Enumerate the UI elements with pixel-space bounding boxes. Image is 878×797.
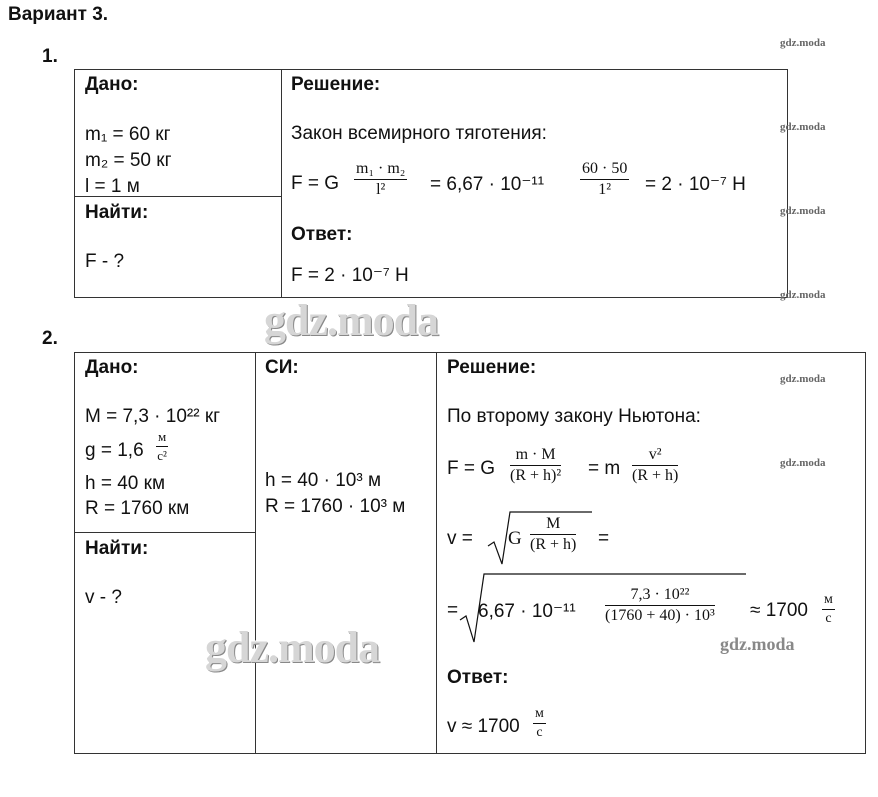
frac-denominator: l² (376, 181, 386, 198)
problem2-si-header: СИ: (265, 357, 299, 378)
problem2-solution-header: Решение: (447, 357, 537, 378)
watermark-small: gdz.moda (780, 121, 826, 133)
given-line: m₁ = 60 кг (85, 124, 171, 145)
problem2-si-R: R = 1760 · 10³ м (265, 496, 406, 517)
problem2-given-header: Дано: (85, 357, 139, 378)
problem1-answer: F = 2 · 10⁻⁷ Н (291, 265, 409, 286)
frac-numerator: M (530, 515, 576, 535)
problem2-eq1-frac1 (510, 446, 561, 485)
watermark-small: gdz.moda (780, 205, 826, 217)
page-title: Вариант 3. (8, 4, 109, 25)
frac-denominator: (1760 + 40) · 10³ (605, 607, 715, 624)
problem2-eq1-frac2 (632, 446, 678, 485)
given-line: l = 1 м (85, 176, 140, 197)
problem2-eq3-frac (605, 586, 715, 625)
watermark-large: gdz.moda (264, 296, 439, 345)
problem1-formula-mid: = 6,67 · 10⁻¹¹ (430, 174, 545, 195)
problem2-divider-left (255, 352, 256, 754)
problem2-find: v - ? (85, 587, 122, 608)
problem2-eq2-inner: G (508, 528, 522, 549)
problem1-given-list (85, 122, 172, 200)
watermark-medium: gdz.moda (720, 634, 795, 654)
problem2-answer-header: Ответ: (447, 667, 509, 688)
frac-denominator: с² (157, 448, 167, 463)
watermark-large: gdz.moda (205, 623, 380, 672)
problem2-answer: v ≈ 1700 (447, 716, 520, 737)
frac-numerator: м (156, 429, 168, 447)
problem2-given-R: R = 1760 км (85, 498, 190, 519)
problem1-find-header: Найти: (85, 202, 149, 223)
problem2-law: По второму закону Ньютона: (447, 406, 701, 427)
frac-numerator: m₁ · m₂ (354, 160, 407, 180)
watermark-small: gdz.moda (780, 289, 826, 301)
problem1-number: 1. (42, 46, 58, 67)
problem2-eq3-inner: 6,67 · 10⁻¹¹ (478, 601, 576, 622)
given-line: m₂ = 50 кг (85, 150, 172, 171)
problem2-given-h: h = 40 км (85, 473, 166, 494)
problem1-answer-header: Ответ: (291, 224, 353, 245)
frac-numerator: v² (632, 446, 678, 466)
problem2-eq1-mid: = m (588, 458, 621, 479)
frac-denominator: с (825, 611, 832, 626)
problem2-eq3-lhs: = (447, 600, 459, 621)
frac-denominator: (R + h)² (510, 467, 562, 484)
problem2-eq2-tail: = (598, 528, 610, 549)
frac-numerator: м (822, 592, 835, 610)
problem2-eq3-result: ≈ 1700 (750, 600, 808, 621)
problem1-find: F - ? (85, 251, 125, 272)
frac-numerator: 60 · 50 (580, 160, 629, 180)
frac-numerator: м (533, 706, 546, 724)
problem2-answer-unit (533, 706, 546, 741)
watermark-small: gdz.moda (780, 373, 826, 385)
problem2-si-h: h = 40 · 10³ м (265, 470, 382, 491)
frac-denominator: (R + h) (632, 467, 679, 484)
watermark-small: gdz.moda (780, 457, 826, 469)
problem2-given-g: g = 1,6 (85, 440, 144, 461)
problem1-given-header: Дано: (85, 74, 139, 95)
problem1-frac2 (580, 160, 629, 199)
problem1-formula-result: = 2 · 10⁻⁷ Н (645, 174, 746, 195)
problem2-g-unit (156, 429, 168, 464)
problem1-divider (281, 69, 282, 298)
problem2-divider-right (436, 352, 437, 754)
problem1-law: Закон всемирного тяготения: (291, 123, 547, 144)
watermark-small: gdz.moda (780, 37, 826, 49)
problem1-frac1 (354, 160, 407, 199)
frac-denominator: с (536, 725, 543, 740)
frac-denominator: (R + h) (530, 536, 577, 553)
problem2-eq3-unit (822, 592, 835, 627)
problem2-eq2-frac (530, 515, 576, 554)
frac-numerator: 7,3 · 10²² (605, 586, 715, 606)
problem1-solution-header: Решение: (291, 74, 381, 95)
problem2-number: 2. (42, 328, 58, 349)
problem2-find-header: Найти: (85, 538, 149, 559)
frac-numerator: m · M (510, 446, 561, 466)
problem1-formula-lhs: F = G (291, 173, 340, 194)
problem2-eq1-lhs: F = G (447, 458, 496, 479)
problem2-eq2-lhs: v = (447, 528, 473, 549)
frac-denominator: 1² (598, 181, 612, 198)
problem2-given-find-divider (74, 532, 256, 533)
problem2-given-M: M = 7,3 · 10²² кг (85, 406, 221, 427)
